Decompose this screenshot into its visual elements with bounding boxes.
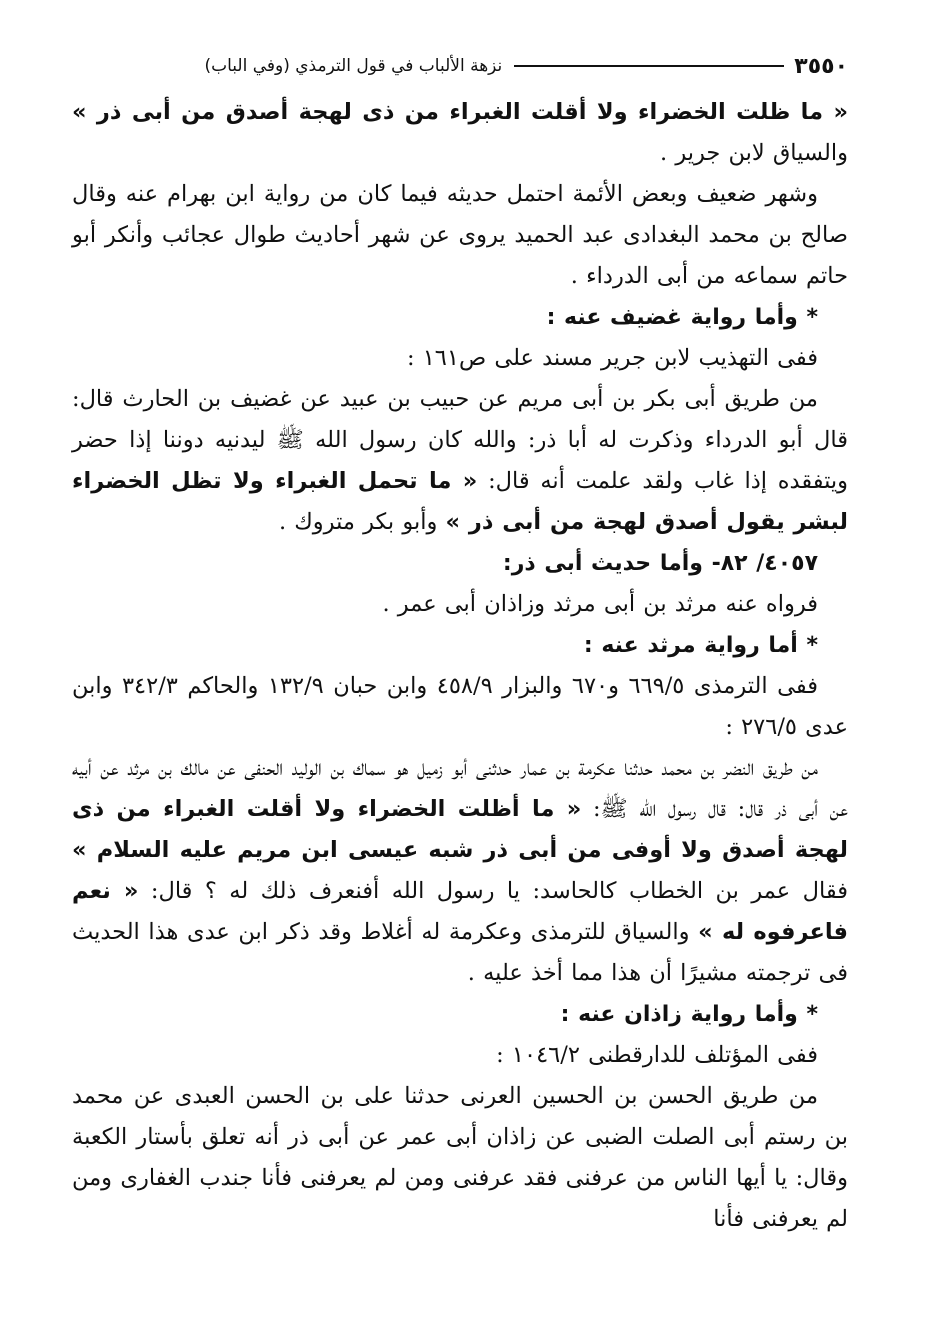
paragraph-text: من طريق النضر بن محمد حدثنا عكرمة بن عمار حدثنى أبو زميل هو سماك بن الوليد الحنفى عن مالك بن مرثد عن أبيه عن أبى ذر قال: قال رسول الله ﷺ: [72,755,848,822]
paragraph-text: وشهر ضعيف وبعض الأئمة احتمل حديثه فيما كان من رواية ابن بهرام عنه وقال صالح بن محمد البغدادى عبد الحميد يروى عن شهر أحاديث طوال عجائب وأنكر أبو حاتم سماعه من أبى الدرداء . [72,181,848,289]
paragraph-text: ففى الترمذى ٦٦٩/٥ و٦٧٠ والبزار ٤٥٨/٩ وابن حبان ١٣٢/٩ والحاكم ٣٤٢/٣ وابن عدى ٢٧٦/٥ : [72,673,848,740]
emphasized-text: « نعم فاعرفوه له » [72,878,848,945]
emphasized-text: « ما أظلت الخضراء ولا أقلت الغبراء من ذى لهجة أصدق ولا أوفى من أبى ذر شبه عيسى ابن مريم عليه السلام » [72,796,848,863]
emphasized-text: ٤٠٥٧/ ٨٢- وأما حديث أبى ذر: [502,551,818,576]
header-rule [514,65,784,67]
body-paragraph [72,379,848,543]
paragraph-text: فقال عمر بن الخطاب كالحاسد: يا رسول الله أفنعرف ذلك له ؟ قال: [138,878,848,904]
emphasized-text: « ما تحمل الغبراء ولا تظل الخضراء لبشر يقول أصدق لهجة من أبى ذر » [72,468,848,535]
paragraph-text: وأبو بكر متروك . [278,509,446,535]
paragraph-text: من طريق الحسن بن الحسين العرنى حدثنا على بن الحسن العبدى عن محمد بن رستم أبى الصلت الضبى عن زاذان أبى عمر عن أبى ذر أنه تعلق بأستار الكعبة وقال: يا أيها الناس من عرفنى فقد عرفنى ومن لم يعرفنى فأنا جندب الغفارى ومن لم يعرفنى فأنا [72,1083,848,1232]
emphasized-text: * وأما رواية زاذان عنه : [560,1002,818,1027]
body-paragraph [72,584,848,625]
section-heading [72,297,848,338]
body-paragraph [72,748,848,994]
document-page [72,44,848,1304]
paragraph-text: ففى المؤتلف للدارقطنى ١٠٤٦/٢ : [496,1042,818,1068]
paragraph-text: ففى التهذيب لابن جرير مسند على ص١٦١ : [406,345,818,371]
emphasized-text: « ما ظلت الخضراء ولا أقلت الغبراء من ذى لهجة أصدق من أبى ذر » [72,99,848,125]
section-heading [72,543,848,584]
body-paragraph [72,666,848,748]
paragraph-text: فرواه عنه مرثد بن أبى مرثد وزاذان أبى عمر . [382,591,818,617]
paragraph-text: والسياق لابن جرير . [660,140,848,166]
body-paragraph [72,1076,848,1240]
page-number: ٣٥٥٠ [794,53,848,79]
body-paragraph [72,174,848,297]
section-heading [72,994,848,1035]
body-paragraph [72,338,848,379]
running-header [72,44,848,88]
paragraph-text: والسياق للترمذى وعكرمة له أغلاط وقد ذكر ابن عدى هذا الحديث فى ترجمته مشيرًا أن هذا مما أخذ عليه . [72,919,848,986]
book-title: نزهة الألباب في قول الترمذي (وفي الباب) [204,56,503,76]
emphasized-text: * أما رواية مرثد عنه : [583,633,818,658]
body-paragraph [72,92,848,174]
emphasized-text: * وأما رواية غضيف عنه : [546,305,818,330]
body-paragraph [72,1035,848,1076]
page-body [72,92,848,1240]
paragraph-text: من طريق أبى بكر بن أبى مريم عن حبيب بن عبيد عن غضيف بن الحارث قال: قال أبو الدرداء وذكرت له أبا ذر: والله كان رسول الله ﷺ ليدنيه دوننا إذا حضر ويتفقده إذا غاب ولقد علمت أنه قال: [72,386,848,494]
section-heading [72,625,848,666]
